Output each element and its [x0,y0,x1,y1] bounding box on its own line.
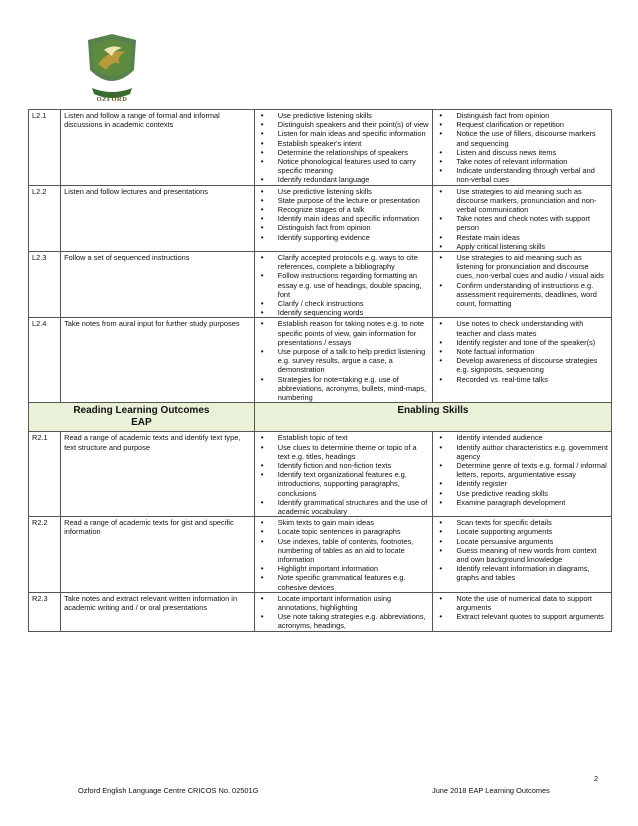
skills-list [258,253,430,317]
skill-item: • Identify register [436,479,608,488]
skill-item: • Identify author characteristics e.g. government agency [436,443,608,461]
skill-item: • Develop awareness of discourse strategies e.g. signposts, sequencing [436,356,608,374]
outcome-row [29,432,612,517]
outcome-code: L2.4 [29,318,61,403]
skill-item: • Highlight important information [258,564,430,573]
outcome-row [29,110,612,186]
skill-item: • Notice phonological features used to carry specific meaning [258,157,430,175]
enabling-skills-column-2 [433,252,612,318]
skill-item: • Identify redundant language [258,175,430,184]
skill-item: • Take notes and check notes with support person [436,214,608,232]
skills-list [258,319,430,402]
enabling-skills-column-2 [433,592,612,631]
reading-rows [29,432,612,631]
enabling-skills-heading [254,403,611,432]
skill-item: • Use predictive listening skills [258,111,430,120]
reading-outcomes-subtitle: EAP [131,417,152,429]
enabling-skills-column-2 [433,432,612,517]
skills-list [258,187,430,242]
outcome-description: Listen and follow lectures and presentations [61,185,255,251]
skill-item: • Identify register and tone of the speaker(s) [436,338,608,347]
skill-item: • Apply critical listening skills [436,242,608,251]
enabling-skills-column-1 [254,318,433,403]
skill-item: • Locate topic sentences in paragraphs [258,527,430,536]
skill-item: • Identify main ideas and specific information [258,214,430,223]
skill-item: • Restate main ideas [436,233,608,242]
footer-left-text: Ozford English Language Centre CRICOS No. 02501G [78,786,259,795]
outcome-description: Read a range of academic texts and identify text type, text structure and purpose [61,432,255,517]
skill-item: • Request clarification or repetition [436,120,608,129]
skills-list [436,433,608,507]
enabling-skills-column-1 [254,185,433,251]
skill-item: • Skim texts to gain main ideas [258,518,430,527]
skills-list [436,253,608,308]
skill-item: • Extract relevant quotes to support arguments [436,612,608,621]
enabling-skills-column-1 [254,517,433,593]
ozford-crest-logo [82,30,142,106]
outcome-code: R2.3 [29,592,61,631]
skill-item: • Use predictive reading skills [436,489,608,498]
skills-list [258,594,430,631]
enabling-skills-column-1 [254,252,433,318]
skills-list [436,518,608,582]
skill-item: • Identify fiction and non-fiction texts [258,461,430,470]
skill-item: • Establish reason for taking notes e.g. to note specific points of view, gain information for presentations / essays [258,319,430,347]
skill-item: • Use strategies to aid meaning such as discourse markers, pronunciation and non-verbal communication [436,187,608,215]
listening-rows [29,110,612,403]
skill-item: • Recognize stages of a talk [258,205,430,214]
enabling-skills-column-2 [433,318,612,403]
skill-item: • Listen and discuss news items [436,148,608,157]
skill-item: • State purpose of the lecture or presentation [258,196,430,205]
outcome-code: L2.2 [29,185,61,251]
outcome-code: L2.1 [29,110,61,186]
skill-item: • Clarify / check instructions [258,299,430,308]
outcome-row [29,517,612,593]
reading-section-header [29,403,612,432]
skill-item: • Use clues to determine theme or topic of a text e.g. titles, headings [258,443,430,461]
skill-item: • Identify text organizational features e.g. introductions, supporting paragraphs, conclusions [258,470,430,498]
skill-item: • Use predictive listening skills [258,187,430,196]
skill-item: • Note specific grammatical features e.g. cohesive devices [258,573,430,591]
enabling-skills-column-1 [254,432,433,517]
skill-item: • Identify relevant information in diagrams, graphs and tables [436,564,608,582]
enabling-skills-title: Enabling Skills [397,405,469,417]
enabling-skills-column-1 [254,592,433,631]
skills-list [258,111,430,185]
outcome-code: R2.1 [29,432,61,517]
outcome-code: R2.2 [29,517,61,593]
skill-item: • Locate supporting arguments [436,527,608,536]
skill-item: • Use strategies to aid meaning such as listening for pronunciation and discourse cues, non-verbal cues and audio / visual aids [436,253,608,281]
outcome-row [29,185,612,251]
skill-item: • Identify grammatical structures and the use of academic vocabulary [258,498,430,516]
skill-item: • Use indexes, table of contents, footnotes, numbering of tables as an aid to locate information [258,537,430,565]
skill-item: • Guess meaning of new words from context and own background knowledge [436,546,608,564]
skill-item: • Locate important information using annotations, highlighting [258,594,430,612]
outcome-description: Take notes and extract relevant written information in academic writing and / or oral presentations [61,592,255,631]
skill-item: • Confirm understanding of instructions e.g. assessment requirements, deadlines, word count, formatting [436,281,608,309]
enabling-skills-column-2 [433,110,612,186]
skill-item: • Establish speaker's intent [258,139,430,148]
skill-item: • Determine genre of texts e.g. formal / informal letters, reports, argumentative essay [436,461,608,479]
skill-item: • Distinguish fact from opinion [258,223,430,232]
skill-item: • Locate persuasive arguments [436,537,608,546]
skill-item: • Follow instructions regarding formatting an essay e.g. use of headings, double spacing, font [258,271,430,299]
page-number: 2 [594,774,599,783]
skill-item: • Examine paragraph development [436,498,608,507]
outcome-description: Take notes from aural input for further study purposes [61,318,255,403]
skills-list [436,319,608,383]
skill-item: • Distinguish speakers and their point(s) of view [258,120,430,129]
skill-item: • Listen for main ideas and specific information [258,129,430,138]
outcome-code: L2.3 [29,252,61,318]
skill-item: • Indicate understanding through verbal and non-verbal cues [436,166,608,184]
reading-outcomes-heading [29,403,255,432]
skill-item: • Clarify accepted protocols e.g. ways to cite references, complete a bibliography [258,253,430,271]
skill-item: • Determine the relationships of speakers [258,148,430,157]
skill-item: • Note factual information [436,347,608,356]
skill-item: • Recorded vs. real-time talks [436,375,608,384]
skill-item: • Take notes of relevant information [436,157,608,166]
skills-list [436,111,608,185]
enabling-skills-column-2 [433,517,612,593]
learning-outcomes-table [28,109,612,632]
skill-item: • Identify supporting evidence [258,233,430,242]
skill-item: • Note the use of numerical data to support arguments [436,594,608,612]
enabling-skills-column-2 [433,185,612,251]
skills-list [436,187,608,251]
skill-item: • Identify sequencing words [258,308,430,317]
outcome-row [29,592,612,631]
skill-item: • Distinguish fact from opinion [436,111,608,120]
skills-list [258,518,430,592]
logo-wordmark: OZFORD [96,96,128,103]
outcome-row [29,252,612,318]
outcome-row [29,318,612,403]
skills-list [436,594,608,622]
skill-item: • Scan texts for specific details [436,518,608,527]
outcome-description: Listen and follow a range of formal and informal discussions in academic contexts [61,110,255,186]
reading-outcomes-title: Reading Learning Outcomes [73,405,210,417]
skill-item: • Use notes to check understanding with teacher and class mates [436,319,608,337]
outcome-description: Read a range of academic texts for gist and specific information [61,517,255,593]
skill-item: • Identify intended audience [436,433,608,442]
skills-list [258,433,430,516]
section-header-row [29,403,612,432]
outcome-description: Follow a set of sequenced instructions [61,252,255,318]
skill-item: • Use purpose of a talk to help predict listening e.g. survey results, argue a case, a demonstration [258,347,430,375]
enabling-skills-column-1 [254,110,433,186]
skill-item: • Notice the use of fillers, discourse markers and sequencing [436,129,608,147]
skill-item: • Strategies for note=taking e.g. use of abbreviations, acronyms, bullets, mind-maps, numbering [258,375,430,403]
skill-item: • Use note taking strategies e.g. abbreviations, acronyms, headings, [258,612,430,630]
skill-item: • Establish topic of text [258,433,430,442]
footer-right-text: June 2018 EAP Learning Outcomes [432,786,550,795]
